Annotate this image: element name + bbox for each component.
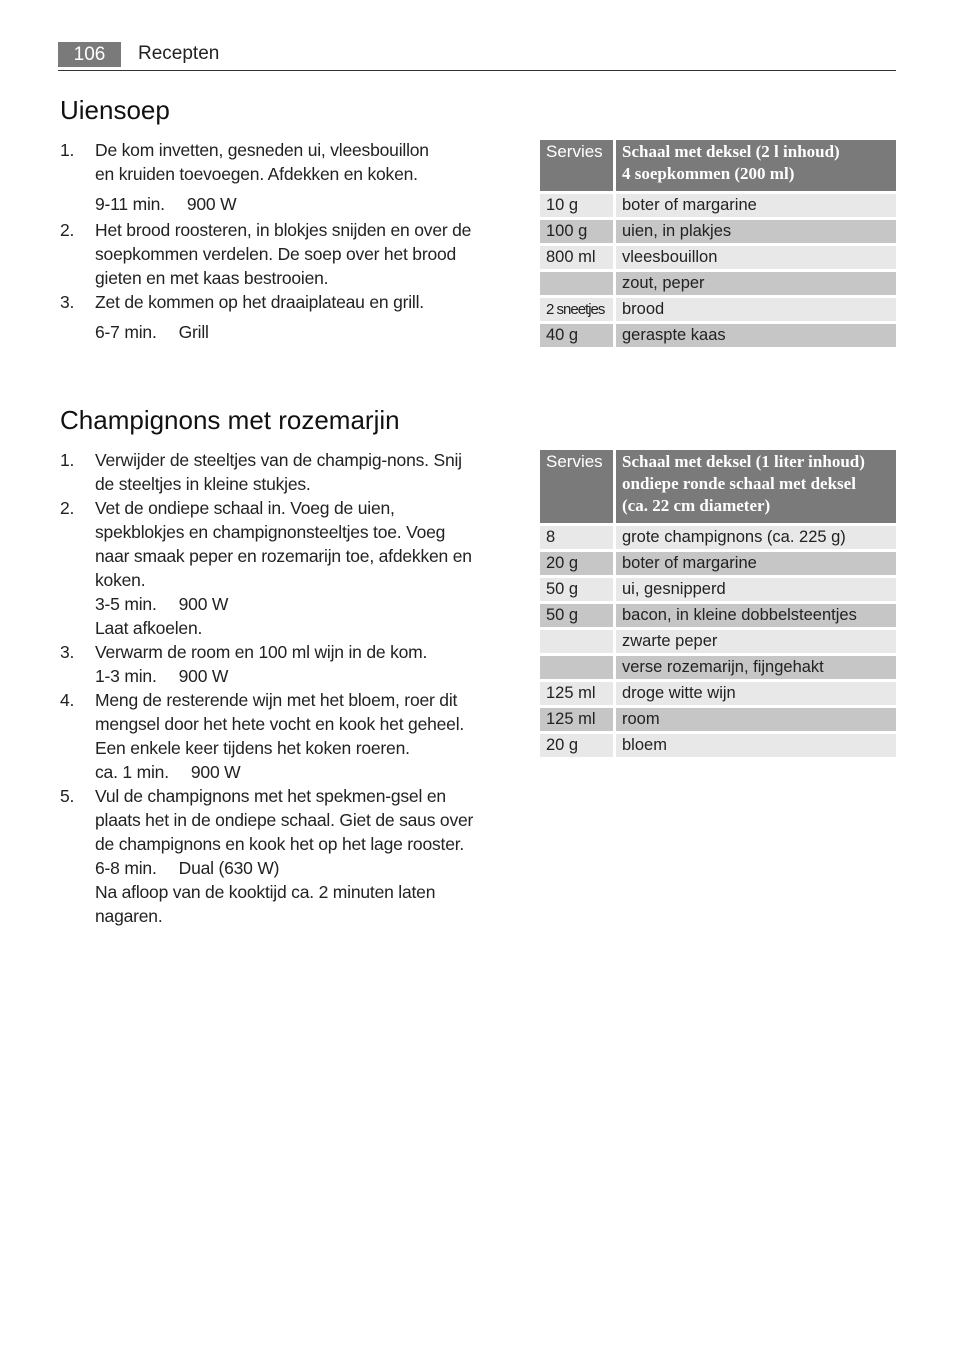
header-dish-line: ondiepe ronde schaal met deksel xyxy=(622,474,856,493)
step-text xyxy=(95,448,510,496)
ingredient-cell: geraspte kaas xyxy=(616,324,896,347)
recipe-title-uiensoep: Uiensoep xyxy=(60,95,170,125)
step-timing xyxy=(95,314,510,346)
ingredient-cell: zwarte peper xyxy=(616,630,896,653)
ingredient-cell: boter of margarine xyxy=(616,552,896,575)
timing-duration: 3-5 min. xyxy=(95,594,157,614)
amount-cell: 100 g xyxy=(540,220,613,243)
ingredient-cell: grote champignons (ca. 225 g) xyxy=(616,526,896,549)
amount-cell: 125 ml xyxy=(540,682,613,705)
timing-power: Grill xyxy=(178,322,209,342)
timing-power: Dual (630 W) xyxy=(178,858,280,878)
ingredient-cell: room xyxy=(616,708,896,731)
amount-cell xyxy=(540,272,613,295)
step-line: soepkommen verdelen. De soep over het brood xyxy=(95,244,457,264)
step-1 xyxy=(60,448,510,496)
ingredient-cell: ui, gesnipperd xyxy=(616,578,896,601)
table-row xyxy=(540,604,896,627)
step-3 xyxy=(60,640,510,688)
timing-duration: 6-7 min. xyxy=(95,322,157,342)
header-dish-line: 4 soepkommen (200 ml) xyxy=(622,164,795,183)
step-3 xyxy=(60,290,510,346)
table-row xyxy=(540,298,896,321)
timing-duration: 9-11 min. xyxy=(95,194,165,214)
header-dish-line: (ca. 22 cm diameter) xyxy=(622,496,771,515)
step-number: 3. xyxy=(60,292,75,312)
timing-power: 900 W xyxy=(190,762,241,782)
uiensoep-steps xyxy=(60,138,510,346)
amount-cell: 20 g xyxy=(540,734,613,757)
step-line: de champignons en kook het op het lage rooster. xyxy=(95,834,465,854)
ingredient-cell: bloem xyxy=(616,734,896,757)
uiensoep-ingredients-table xyxy=(540,137,896,350)
step-line: Vul de champignons met het spekmen-gsel en xyxy=(95,786,446,806)
step-line: Verwijder de steeltjes van de champig-nons. Snij xyxy=(95,450,462,470)
header-dish xyxy=(616,140,896,191)
step-1 xyxy=(60,138,510,218)
step-line: Meng de resterende wijn met het bloem, roer dit xyxy=(95,690,458,710)
step-timing xyxy=(95,186,510,218)
step-text xyxy=(95,640,510,688)
champignons-ingredients-table xyxy=(540,447,896,760)
step-line: en kruiden toevoegen. Afdekken en koken. xyxy=(95,164,418,184)
step-line: mengsel door het hete vocht en kook het geheel. xyxy=(95,714,465,734)
amount-cell: 10 g xyxy=(540,194,613,217)
table-row xyxy=(540,194,896,217)
step-line: koken. xyxy=(95,570,146,590)
step-5 xyxy=(60,784,510,928)
table-row xyxy=(540,272,896,295)
table-row xyxy=(540,630,896,653)
step-line: De kom invetten, gesneden ui, vleesbouillon xyxy=(95,140,429,160)
table-row xyxy=(540,708,896,731)
step-2 xyxy=(60,218,510,290)
step-timing xyxy=(95,856,510,880)
timing-duration: 1-3 min. xyxy=(95,666,157,686)
step-line: Verwarm de room en 100 ml wijn in de kom. xyxy=(95,642,428,662)
step-text xyxy=(95,290,510,346)
step-number: 3. xyxy=(60,642,75,662)
page-number: 106 xyxy=(58,42,121,67)
timing-power: 900 W xyxy=(186,194,237,214)
table-row xyxy=(540,246,896,269)
page-header xyxy=(58,40,896,71)
step-line: Vet de ondiepe schaal in. Voeg de uien, xyxy=(95,498,395,518)
timing-power: 900 W xyxy=(178,594,229,614)
step-number: 2. xyxy=(60,498,75,518)
step-line: plaats het in de ondiepe schaal. Giet de saus over xyxy=(95,810,474,830)
champignons-steps xyxy=(60,448,510,928)
table-row xyxy=(540,552,896,575)
ingredient-cell: bacon, in kleine dobbelsteentjes xyxy=(616,604,896,627)
recipe-title-champignons: Champignons met rozemarjin xyxy=(60,405,400,435)
step-text xyxy=(95,218,510,290)
table-row xyxy=(540,734,896,757)
step-number: 2. xyxy=(60,220,75,240)
ingredient-cell: droge witte wijn xyxy=(616,682,896,705)
step-line: spekblokjes en champignonsteeltjes toe. Voeg xyxy=(95,522,446,542)
amount-cell: 50 g xyxy=(540,604,613,627)
header-dish-line: Schaal met deksel (2 l inhoud) xyxy=(622,142,840,161)
ingredient-cell: brood xyxy=(616,298,896,321)
table-row xyxy=(540,578,896,601)
timing-power: 900 W xyxy=(178,666,229,686)
step-timing xyxy=(95,760,510,784)
table-row xyxy=(540,656,896,679)
amount-cell: 8 xyxy=(540,526,613,549)
header-servies: Servies xyxy=(540,140,613,191)
step-text xyxy=(95,138,510,218)
header-dish xyxy=(616,450,896,523)
table-row xyxy=(540,526,896,549)
step-note: Na afloop van de kooktijd ca. 2 minuten laten xyxy=(95,882,436,902)
step-text xyxy=(95,496,510,640)
step-number: 1. xyxy=(60,140,75,160)
amount-cell: 20 g xyxy=(540,552,613,575)
table-header-row xyxy=(540,450,896,523)
timing-duration: 6-8 min. xyxy=(95,858,157,878)
step-timing xyxy=(95,664,510,688)
step-line: Een enkele keer tijdens het koken roeren. xyxy=(95,738,410,758)
ingredient-cell: zout, peper xyxy=(616,272,896,295)
step-text xyxy=(95,784,510,928)
step-text xyxy=(95,688,510,784)
ingredient-cell: boter of margarine xyxy=(616,194,896,217)
amount-cell: 40 g xyxy=(540,324,613,347)
step-2 xyxy=(60,496,510,640)
step-line: Zet de kommen op het draaiplateau en grill. xyxy=(95,292,424,312)
amount-cell: 125 ml xyxy=(540,708,613,731)
step-timing xyxy=(95,592,510,616)
step-number: 1. xyxy=(60,450,75,470)
step-note: Laat afkoelen. xyxy=(95,618,203,638)
header-servies: Servies xyxy=(540,450,613,523)
table-header-row xyxy=(540,140,896,191)
amount-cell xyxy=(540,630,613,653)
ingredient-cell: verse rozemarijn, fijngehakt xyxy=(616,656,896,679)
step-line: Het brood roosteren, in blokjes snijden en over de xyxy=(95,220,472,240)
amount-cell: 50 g xyxy=(540,578,613,601)
timing-duration: ca. 1 min. xyxy=(95,762,169,782)
step-line: naar smaak peper en rozemarijn toe, afdekken en xyxy=(95,546,472,566)
step-number: 4. xyxy=(60,690,75,710)
table-row xyxy=(540,324,896,347)
header-dish-line: Schaal met deksel (1 liter inhoud) xyxy=(622,452,865,471)
amount-cell: 2 sneetjes xyxy=(540,298,613,321)
table-row xyxy=(540,682,896,705)
step-line: de steeltjes in kleine stukjes. xyxy=(95,474,311,494)
amount-cell: 800 ml xyxy=(540,246,613,269)
step-note: nagaren. xyxy=(95,906,163,926)
ingredient-cell: vleesbouillon xyxy=(616,246,896,269)
amount-cell xyxy=(540,656,613,679)
table-row xyxy=(540,220,896,243)
step-line: gieten en met kaas bestrooien. xyxy=(95,268,329,288)
section-title: Recepten xyxy=(138,43,220,64)
step-4 xyxy=(60,688,510,784)
ingredient-cell: uien, in plakjes xyxy=(616,220,896,243)
step-number: 5. xyxy=(60,786,75,806)
